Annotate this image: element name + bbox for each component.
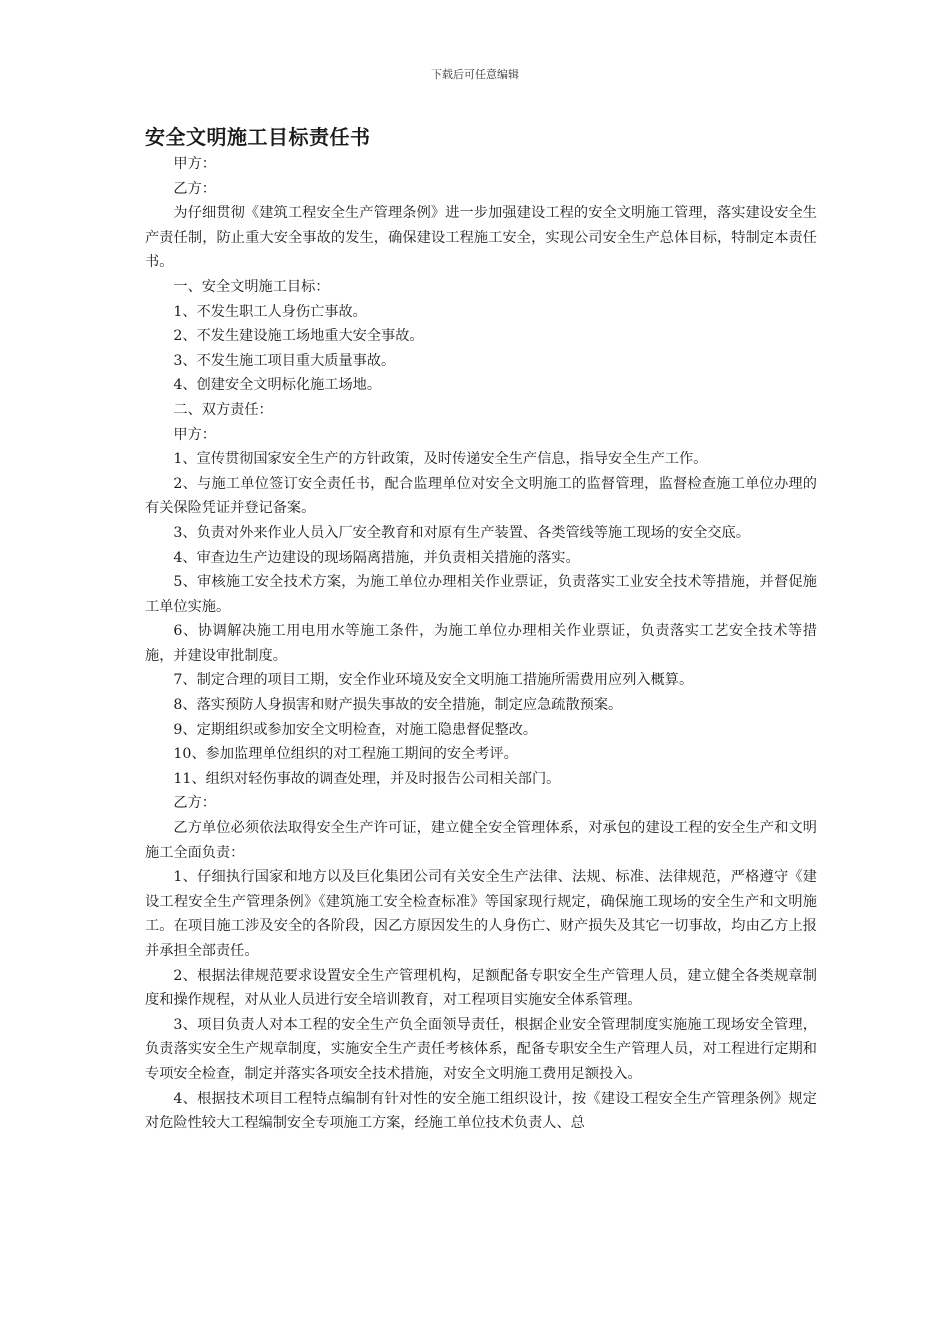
paragraph: 11、组织对轻伤事故的调查处理，并及时报告公司相关部门。 [173, 770, 561, 787]
paragraph: 8、落实预防人身损害和财产损失事故的安全措施，制定应急疏散预案。 [173, 697, 623, 714]
paragraph: 2、根据法律规范要求设置安全生产管理机构，足额配备专职安全生产管理人员，建立健全各类规章制度和操作规程，对从业人员进行安全培训教育，对工程项目实施安全体系管理。 [145, 967, 817, 1009]
page-header-note: 下载后可任意编辑 [431, 68, 519, 81]
paragraph: 1、仔细执行国家和地方以及巨化集团公司有关安全生产法律、法规、标准、法律规范，严格遵守《建设工程安全生产管理条例》《建筑施工安全检查标准》等国家现行规定，确保施工现场的安全生产和文明施工。在项目施工涉及安全的各阶段，因乙方原因发生的人身伤亡、财产损失及其它一切事故，均由乙方上报并承担全部责任。 [145, 869, 817, 959]
paragraph: 4、创建安全文明标化施工场地。 [173, 377, 382, 394]
paragraph: 乙方单位必须依法取得安全生产许可证，建立健全安全管理体系，对承包的建设工程的安全生产和文明施工全面负责： [145, 820, 817, 861]
paragraph: 甲方： [173, 426, 216, 443]
paragraph: 1、不发生职工人身伤亡事故。 [173, 303, 367, 320]
paragraph: 3、负责对外来作业人员入厂安全教育和对原有生产装置、各类管线等施工现场的安全交底。 [173, 524, 750, 541]
paragraph: 5、审核施工安全技术方案，为施工单位办理相关作业票证，负责落实工业安全技术等措施，并督促施工单位实施。 [145, 574, 817, 615]
paragraph: 4、根据技术项目工程特点编制有针对性的安全施工组织设计，按《建设工程安全生产管理条例》规定对危险性较大工程编制安全专项施工方案，经施工单位技术负责人、总 [145, 1090, 817, 1132]
paragraph: 3、不发生施工项目重大质量事故。 [173, 352, 396, 369]
paragraph: 9、定期组织或参加安全文明检查，对施工隐患督促整改。 [173, 721, 538, 738]
paragraph: 7、制定合理的项目工期，安全作业环境及安全文明施工措施所需费用应列入概算。 [173, 672, 694, 689]
paragraph: 2、不发生建设施工场地重大安全事故。 [173, 328, 424, 345]
paragraph: 一、安全文明施工目标： [173, 278, 330, 295]
paragraph: 为仔细贯彻《建筑工程安全生产管理条例》进一步加强建设工程的安全文明施工管理，落实建设安全生产责任制，防止重大安全事故的发生，确保建设工程施工安全，实现公司安全生产总体目标，特制定本责任书。 [145, 205, 817, 271]
paragraph: 甲方： [173, 156, 216, 172]
paragraph: 4、审查边生产边建设的现场隔离措施，并负责相关措施的落实。 [173, 549, 580, 566]
paragraph: 二、双方责任： [173, 401, 273, 418]
paragraph: 1、宣传贯彻国家安全生产的方针政策，及时传递安全生产信息，指导安全生产工作。 [173, 451, 708, 468]
document-body [145, 122, 817, 1136]
document-title: 安全文明施工目标责任书 [145, 125, 371, 149]
paragraph: 10、参加监理单位组织的对工程施工期间的安全考评。 [173, 746, 518, 763]
paragraph: 乙方： [173, 795, 216, 812]
paragraph: 2、与施工单位签订安全责任书，配合监理单位对安全文明施工的监督管理，监督检查施工单位办理的有关保险凭证并登记备案。 [145, 475, 817, 517]
paragraph: 6、协调解决施工用电用水等施工条件，为施工单位办理相关作业票证，负责落实工艺安全技术等措施，并建设审批制度。 [145, 623, 817, 664]
paragraph: 3、项目负责人对本工程的安全生产负全面领导责任，根据企业安全管理制度实施施工现场安全管理，负责落实安全生产规章制度，实施安全生产责任考核体系，配备专职安全生产管理人员，对工程进行定期和专项安全检查，制定并落实各项安全技术措施，对安全文明施工费用足额投入。 [145, 1016, 817, 1082]
paragraph: 乙方： [173, 180, 216, 197]
